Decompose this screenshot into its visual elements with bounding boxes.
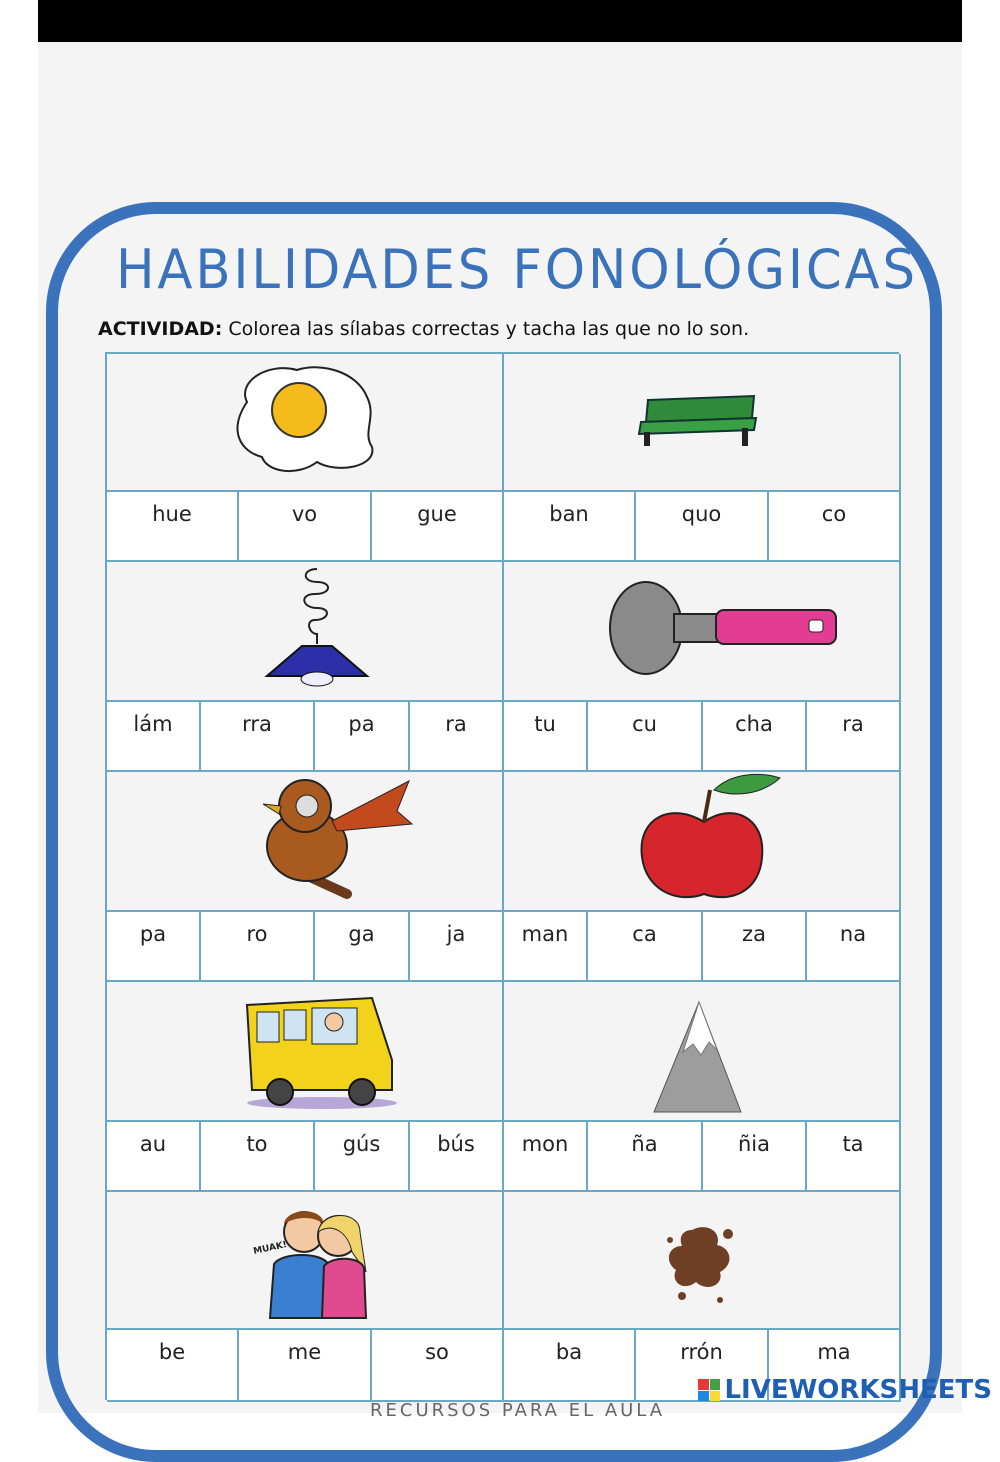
syllable-cell[interactable]: bús <box>410 1122 504 1192</box>
syllable-cell[interactable]: ga <box>315 912 410 982</box>
activity-label: ACTIVIDAD: <box>98 318 223 340</box>
brand-text: LIVEWORKSHEETS <box>724 1375 992 1405</box>
syllable-cell[interactable]: rra <box>201 702 315 772</box>
syllable-cell[interactable]: ja <box>410 912 504 982</box>
syllable-cell[interactable]: pa <box>315 702 410 772</box>
school-bus-icon <box>242 990 402 1115</box>
syllable-cell[interactable]: me <box>239 1330 372 1402</box>
syllable-cell[interactable]: vo <box>239 492 372 562</box>
kiss-label: MUAK! <box>252 1240 288 1257</box>
syllable-cell[interactable]: gús <box>315 1122 410 1192</box>
syllable-cell[interactable]: cu <box>588 702 703 772</box>
syllable-cell[interactable]: mon <box>504 1122 588 1192</box>
syllable-cell[interactable]: au <box>107 1122 201 1192</box>
syllable-cell[interactable]: ban <box>504 492 636 562</box>
fried-egg-icon <box>227 362 377 477</box>
top-black-bar <box>38 0 962 42</box>
mud-stain-icon <box>662 1220 742 1310</box>
picture-cell-bird <box>107 772 504 912</box>
activity-text: Colorea las sílabas correctas y tacha las que no lo son. <box>222 318 750 340</box>
syllable-cell[interactable]: rrón <box>636 1330 769 1402</box>
worksheet-title: HABILIDADES FONOLÓGICAS <box>116 238 918 301</box>
picture-cell-bench <box>504 354 901 492</box>
syllable-cell[interactable]: quo <box>636 492 769 562</box>
syllable-grid <box>105 352 899 1400</box>
picture-cell-kiss <box>107 1192 504 1330</box>
syllable-cell[interactable]: lám <box>107 702 201 772</box>
syllable-cell[interactable]: ro <box>201 912 315 982</box>
picture-cell-mountain <box>504 982 901 1122</box>
syllable-cell[interactable]: gue <box>372 492 504 562</box>
syllable-cell[interactable]: ma <box>769 1330 901 1402</box>
spatula-icon <box>604 580 844 680</box>
picture-cell-hanging-lamp <box>107 562 504 702</box>
picture-cell-school-bus <box>107 982 504 1122</box>
syllable-cell[interactable]: to <box>201 1122 315 1192</box>
picture-cell-spatula <box>504 562 901 702</box>
syllable-cell[interactable]: man <box>504 912 588 982</box>
syllable-cell[interactable]: so <box>372 1330 504 1402</box>
syllable-cell[interactable]: co <box>769 492 901 562</box>
syllable-cell[interactable]: ta <box>807 1122 901 1192</box>
bench-icon <box>636 392 761 452</box>
bird-icon <box>257 776 417 906</box>
syllable-cell[interactable]: ra <box>807 702 901 772</box>
syllable-cell[interactable]: be <box>107 1330 239 1402</box>
syllable-cell[interactable]: na <box>807 912 901 982</box>
syllable-cell[interactable]: cha <box>703 702 807 772</box>
hanging-lamp-icon <box>257 564 377 694</box>
picture-cell-apple <box>504 772 901 912</box>
syllable-cell[interactable]: za <box>703 912 807 982</box>
syllable-cell[interactable]: ra <box>410 702 504 772</box>
liveworksheets-logo-icon <box>698 1379 720 1401</box>
liveworksheets-brand[interactable] <box>698 1375 992 1405</box>
picture-cell-fried-egg <box>107 354 504 492</box>
activity-instructions <box>98 318 878 346</box>
syllable-cell[interactable]: tu <box>504 702 588 772</box>
footer-partial-text: RECURSOS PARA EL AULA <box>370 1400 666 1421</box>
syllable-cell[interactable]: hue <box>107 492 239 562</box>
kiss-icon <box>252 1202 382 1322</box>
syllable-cell[interactable]: ña <box>588 1122 703 1192</box>
syllable-cell[interactable]: ba <box>504 1330 636 1402</box>
syllable-cell[interactable]: pa <box>107 912 201 982</box>
syllable-cell[interactable]: ca <box>588 912 703 982</box>
apple-icon <box>632 772 792 907</box>
mountain-icon <box>649 1000 749 1115</box>
picture-cell-mud-stain <box>504 1192 901 1330</box>
syllable-cell[interactable]: ñia <box>703 1122 807 1192</box>
